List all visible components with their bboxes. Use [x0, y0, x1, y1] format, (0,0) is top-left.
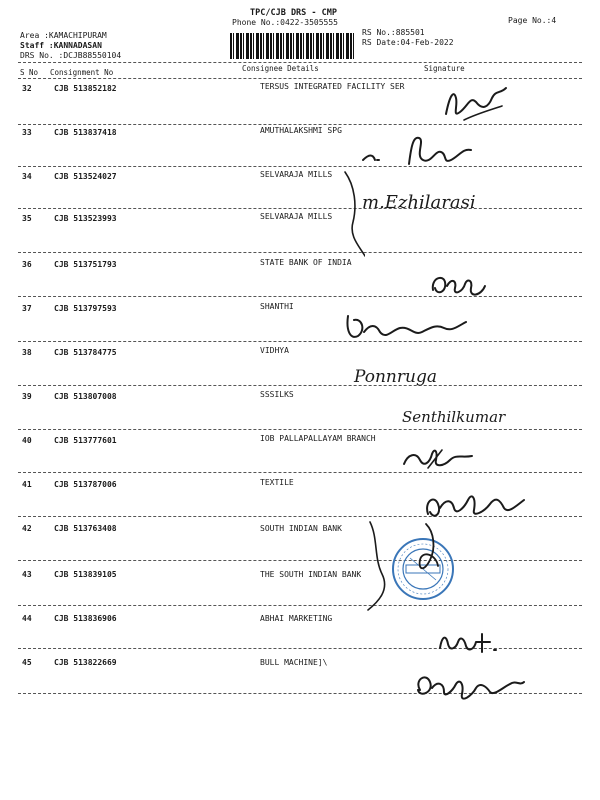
row-consignment: CJB 513777601: [54, 436, 117, 445]
row-consignee: TERSUS INTEGRATED FACILITY SER: [260, 82, 405, 91]
row-consignee: STATE BANK OF INDIA: [260, 258, 352, 267]
rs-date: RS Date:04-Feb-2022: [362, 38, 454, 47]
page-number: Page No.:4: [508, 16, 557, 25]
row-consignee: BULL MACHINE]\: [260, 658, 328, 667]
row-sno: 37: [22, 304, 32, 313]
row-consignee: SSSILKS: [260, 390, 294, 399]
row-consignment: CJB 513852182: [54, 84, 117, 93]
row-sno: 35: [22, 214, 32, 223]
row-divider: [18, 252, 582, 253]
signature-row-34-35: [358, 184, 518, 214]
row-divider: [18, 166, 582, 167]
signature-row-37: [340, 306, 470, 346]
row-divider: [18, 124, 582, 125]
bracket-mark: [335, 166, 365, 262]
row-divider: [18, 208, 582, 209]
row-divider: [18, 648, 582, 649]
row-consignment: CJB 513784775: [54, 348, 117, 357]
header-divider: [18, 62, 582, 63]
row-sno: 45: [22, 658, 32, 667]
area-label: Area :KAMACHIPURAM: [20, 31, 107, 40]
row-divider: [18, 385, 582, 386]
row-consignment: CJB 513523993: [54, 214, 117, 223]
signature-row-40: [398, 442, 478, 474]
staff-label: Staff :KANNADASAN: [20, 41, 102, 50]
row-divider: [18, 560, 582, 561]
row-consignment: CJB 513822669: [54, 658, 117, 667]
row-consignee: ABHAI MARKETING: [260, 614, 333, 623]
row-consignment: CJB 513787006: [54, 480, 117, 489]
row-divider: [18, 341, 582, 342]
row-sno: 41: [22, 480, 32, 489]
svg-text:Ponnruga: Ponnruga: [354, 367, 437, 387]
row-sno: 38: [22, 348, 32, 357]
column-header-consignee: Consignee Details: [242, 64, 319, 73]
row-consignee: SHANTHI: [260, 302, 294, 311]
row-consignment: CJB 513836906: [54, 614, 117, 623]
svg-text:Senthilkumar: Senthilkumar: [402, 408, 506, 426]
signature-row-44: [434, 628, 504, 658]
row-consignee: SELVARAJA MILLS: [260, 212, 333, 221]
row-sno: 39: [22, 392, 32, 401]
row-divider: [18, 693, 582, 694]
signature-row-45: [410, 668, 530, 708]
column-header-consignment: Consignment No: [50, 68, 114, 77]
row-consignee: SELVARAJA MILLS: [260, 170, 333, 179]
row-sno: 42: [22, 524, 32, 533]
row-sno: 34: [22, 172, 32, 181]
rs-number: RS No.:885501: [362, 28, 425, 37]
row-consignment: CJB 513839105: [54, 570, 117, 579]
row-sno: 32: [22, 84, 32, 93]
row-consignee: AMUTHALAKSHMI SPG: [260, 126, 342, 135]
svg-text:m.Ezhilarasi: m.Ezhilarasi: [362, 192, 476, 213]
signature-row-41: [420, 486, 530, 526]
row-divider: [18, 472, 582, 473]
sheet-title: TPC/CJB DRS - CMP: [250, 8, 337, 18]
signature-row-39: [398, 398, 528, 430]
row-consignee: SOUTH INDIAN BANK: [260, 524, 342, 533]
column-header-divider: [18, 78, 582, 79]
row-divider: [18, 516, 582, 517]
row-consignment: CJB 513751793: [54, 260, 117, 269]
signature-row-38: [350, 356, 480, 392]
bank-seal: [390, 536, 456, 602]
column-header-signature: Signature: [424, 64, 465, 73]
row-sno: 33: [22, 128, 32, 137]
row-divider: [18, 429, 582, 430]
column-header-sno: S No: [20, 68, 39, 77]
row-consignment: CJB 513837418: [54, 128, 117, 137]
signature-row-32: [440, 84, 510, 124]
phone-number: Phone No.:0422-3505555: [232, 18, 338, 27]
row-consignment: CJB 513763408: [54, 524, 117, 533]
row-sno: 40: [22, 436, 32, 445]
row-sno: 44: [22, 614, 32, 623]
barcode: [230, 33, 356, 59]
row-consignee: THE SOUTH INDIAN BANK: [260, 570, 362, 579]
row-sno: 36: [22, 260, 32, 269]
row-consignee: TEXTILE: [260, 478, 294, 487]
row-consignee: IOB PALLAPALLAYAM BRANCH: [260, 434, 376, 443]
row-consignee: VIDHYA: [260, 346, 289, 355]
row-divider: [18, 605, 582, 606]
row-consignment: CJB 513797593: [54, 304, 117, 313]
signature-row-33: [355, 130, 475, 176]
row-consignment: CJB 513524027: [54, 172, 117, 181]
row-sno: 43: [22, 570, 32, 579]
signature-row-36: [425, 266, 495, 300]
drs-number: DRS No. :DCJB88550104: [20, 51, 122, 60]
row-divider: [18, 296, 582, 297]
row-consignment: CJB 513807008: [54, 392, 117, 401]
